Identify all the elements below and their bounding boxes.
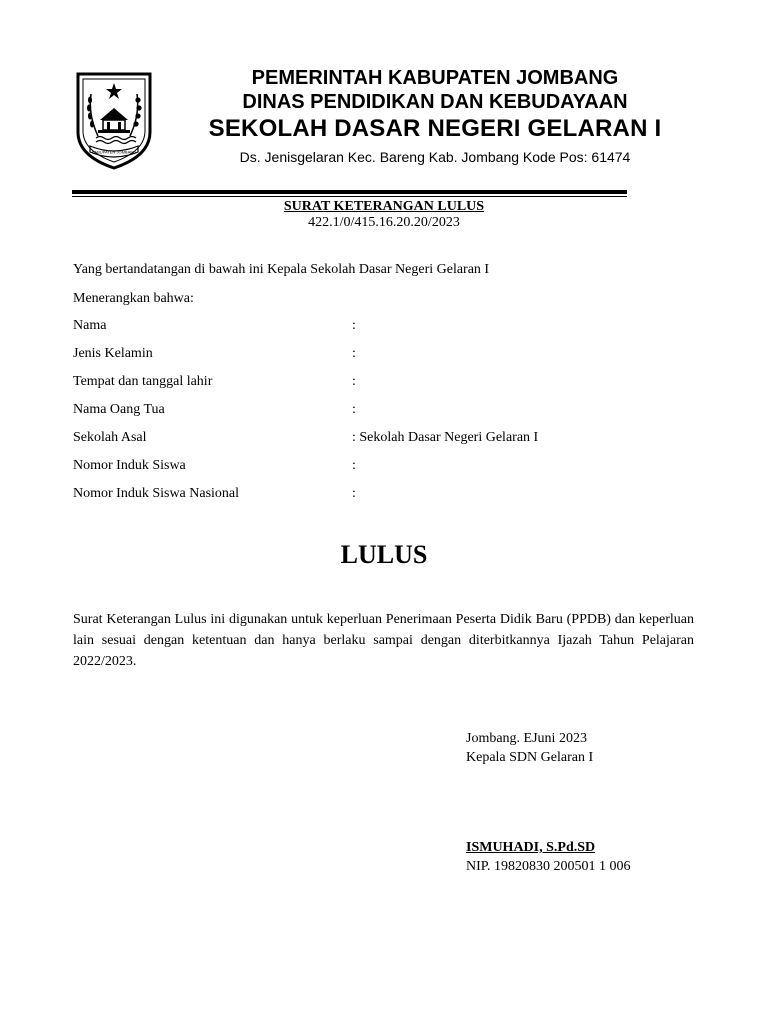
field-value-jenis-kelamin: : — [352, 346, 356, 361]
field-value-sekolah-asal: : Sekolah Dasar Negeri Gelaran I — [352, 430, 539, 445]
signature-name: ISMUHADI, S.Pd.SD — [466, 840, 596, 855]
emblem-ribbon-text: KABUPATEN JOMBANG — [91, 149, 137, 155]
field-value-nama: : — [352, 318, 356, 333]
signature-position: Kepala SDN Gelaran I — [466, 750, 594, 765]
letterhead-department: DINAS PENDIDIKAN DAN KEBUDAYAAN — [242, 91, 628, 113]
field-label-nis: Nomor Induk Siswa — [73, 458, 186, 473]
field-label-nama: Nama — [73, 318, 107, 333]
regency-emblem-logo — [74, 70, 154, 170]
signature-nip: NIP. 19820830 200501 1 006 — [466, 859, 631, 874]
usage-paragraph: Surat Keterangan Lulus ini digunakan untuk keperluan Penerimaan Peserta Didik Baru (PPDB) dan keperluan lain sesuai dengan ketentuan dan hanya berlaku sampai dengan diterbitkannya Ijazah Tahun Pelajaran 2022/2023. — [73, 612, 694, 669]
field-label-tempat-tanggal-lahir: Tempat dan tanggal lahir — [73, 374, 213, 389]
field-value-nisn: : — [352, 486, 356, 501]
field-label-nisn: Nomor Induk Siswa Nasional — [73, 486, 240, 501]
signature-place-date: Jombang. EJuni 2023 — [466, 731, 587, 746]
document-title: SURAT KETERANGAN LULUS — [283, 199, 485, 214]
letterhead-government: PEMERINTAH KABUPATEN JOMBANG — [251, 67, 619, 89]
field-value-nis: : — [352, 458, 356, 473]
field-value-tempat-tanggal-lahir: : — [352, 374, 356, 389]
field-value-nama-orang-tua: : — [352, 402, 356, 417]
letterhead-address: Ds. Jenisgelaran Kec. Bareng Kab. Jombang Kode Pos: 61474 — [239, 149, 631, 165]
intro-sentence: Yang bertandatangan di bawah ini Kepala Sekolah Dasar Negeri Gelaran I — [73, 262, 490, 277]
letterhead-divider-thin — [72, 196, 627, 197]
field-label-jenis-kelamin: Jenis Kelamin — [73, 346, 153, 361]
field-label-sekolah-asal: Sekolah Asal — [73, 430, 147, 445]
letterhead — [160, 66, 710, 168]
letterhead-divider-thick — [72, 190, 627, 194]
letterhead-school-name: SEKOLAH DASAR NEGERI GELARAN I — [208, 115, 662, 142]
menerangkan-label: Menerangkan bahwa: — [73, 291, 194, 306]
field-label-nama-orang-tua: Nama Oang Tua — [73, 402, 165, 417]
graduation-status: LULUS — [340, 540, 428, 569]
document-number: 422.1/0/415.16.20.20/2023 — [308, 215, 460, 230]
